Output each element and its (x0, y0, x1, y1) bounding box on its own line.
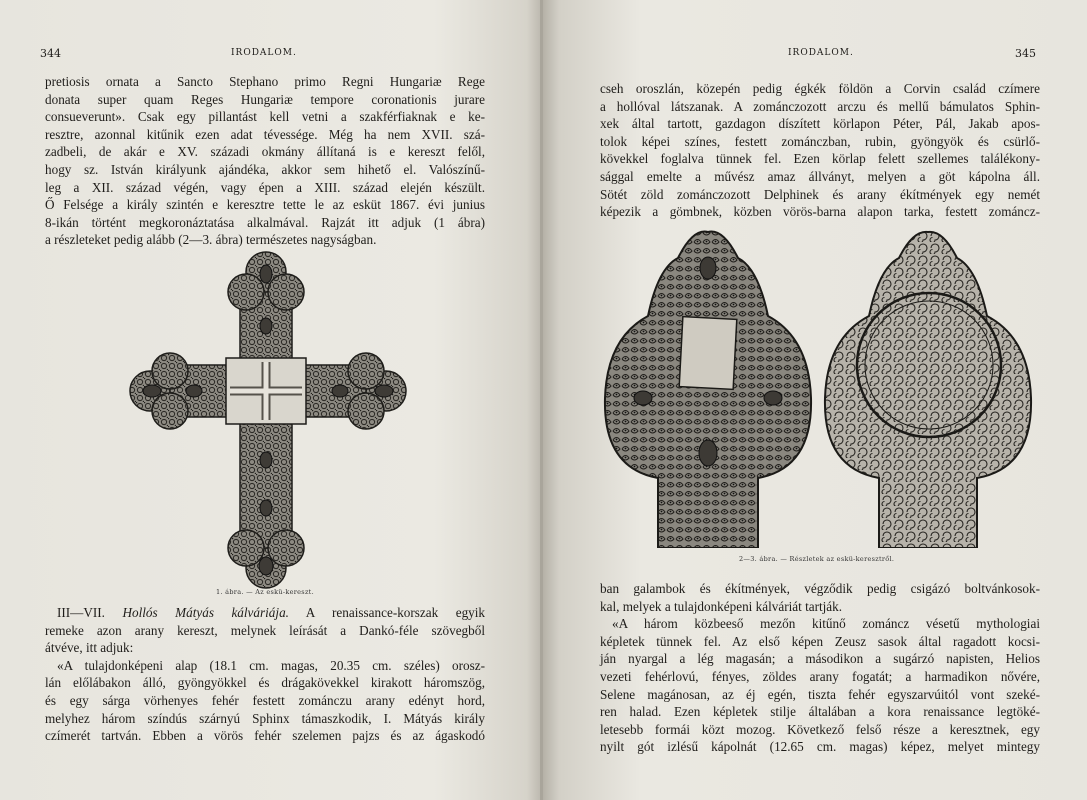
section-first-line-rest: A renaissance-korszak egyik (305, 605, 486, 620)
text-line: ren halad. Ezen képletek stilje általában a kora renaissance legtöké- (600, 704, 1040, 720)
text-line: leg a XII. század végén, vagy épen a XIII. század elején készült. (45, 179, 485, 195)
text-line: czímerét tartván. Ebben a vörös fehér szelemen pajzs és az ágaskodó (45, 728, 485, 744)
text-line: melyhez három színdús szárnyú Sphinx támaszkodik, I. Mátyás király (45, 710, 485, 726)
text-line: cseh oroszlán, közepén pedig égkék földön a Corvin család czímere (600, 81, 1040, 96)
bottom-paragraph (600, 580, 1040, 756)
text-line: ban galambok és ékítmények, végződik pedig csigázó boltvánkosok- (600, 581, 1040, 596)
text-line: remeke azon arany kereszt, melynek leírását a Dankó-féle szövegből (45, 622, 485, 638)
running-head: IRODALOM. (231, 48, 297, 58)
text-line: és egy sárga vörhenyes fehér festett zománczu arany edényt hord, (45, 692, 485, 708)
text-line: kövekkel foglalva tünnek fel. Ezen körlap felett szellemes találékony- (600, 151, 1040, 167)
left-page (0, 0, 543, 800)
text-line: pretiosis ornata a Sancto Stephano primo Regni Hungariæ Rege (45, 74, 485, 89)
top-paragraph (45, 73, 485, 249)
section-heading-line (45, 604, 485, 622)
text-line: consueverunt». Csak egy pillantást kell vetni a szakférfiaknak e ke- (45, 109, 485, 125)
section-title: Hollós Mátyás kálváriája. (122, 605, 289, 620)
text-line: donata super quam Reges Hungariæ tempore coronationis jurare (45, 91, 485, 107)
right-page (543, 0, 1087, 800)
text-line: zadbeli, de akár e XV. századi okmány állítaná is e kereszt felől, (45, 144, 485, 160)
text-line: vezeti fehérlovú, fényes, zöldes arany fogatát; a harmadikon nővére, (600, 668, 1040, 684)
page-number: 344 (40, 47, 61, 60)
detail-illustration-right (821, 230, 1035, 548)
text-line: átvéve, itt adjuk: (45, 640, 134, 656)
page-number: 345 (1015, 47, 1036, 60)
text-line: nyilt gót izlésű kápolnát (12.65 cm. magas) képez, melyet mintegy (600, 739, 1040, 755)
text-line: ján nyargal a lég magasán; a másodikon a sugárzó napisten, Helios (600, 651, 1040, 667)
text-line: kal, melyek a tulajdonképeni kálváriát tartják. (600, 598, 843, 614)
text-line: tolok képei színes, festett zománczban, rubin, gyöngyök és csürlő- (600, 133, 1040, 149)
text-line: «A három közbeeső mezőn kitűnő zománcz vésetű mythologiai (612, 616, 1040, 632)
text-line: sággal emelte a művész amaz állványt, melyen a göt kápolna áll. (600, 168, 1040, 184)
bottom-paragraph (45, 604, 485, 745)
text-line: a részleteket pedig alább (2—3. ábra) természetes nagyságban. (45, 232, 377, 248)
text-line: «A tulajdonképeni alap (18.1 cm. magas, 20.35 cm. széles) orosz- (57, 657, 485, 673)
text-line: lán előlábakon álló, gyöngyökkel és drágakövekkel kirakott háromszög, (45, 675, 485, 691)
text-line: Sötét zöld zománczozott Delphinek és arany ékítmények egy nemét (600, 186, 1040, 202)
text-line: a hollóval látszanak. A zománczozott arczu és mellű bámulatos Sphin- (600, 98, 1040, 114)
text-line: Selene magánosan, az éj egén, tiszta fehér egyszarvúitól vont szeké- (600, 686, 1040, 702)
top-paragraph (600, 80, 1040, 221)
text-line: hogy sz. István királyunk ajándéka, akkor sem hihető el. Valószínű- (45, 161, 485, 177)
section-number: III—VII. (57, 605, 105, 620)
text-line: 8-ikán történt megkoronáztatása alkalmával. Rajzát itt adjuk (1 ábra) (45, 214, 485, 230)
figure-caption: 1. ábra. — Az eskü-kereszt. (216, 588, 314, 596)
text-line: xek által tartott, gazdagon díszített körlapon Péter, Pál, Jakab apos- (600, 116, 1040, 132)
text-line: Ő Felsége a király szintén e keresztre tette le az esküt 1867. évi junius (45, 197, 485, 213)
figure-caption: 2—3. ábra. — Részletek az eskü-keresztről. (739, 555, 895, 563)
text-line: resztre, azonnal kitűnik ezen adat tévessége. Még ha nem XVII. szá- (45, 126, 485, 142)
text-line: letesebb formái közt mozog. Következő felső része a keresztnek, egy (600, 721, 1040, 737)
text-line: képezik a gömbnek, közben vörös-barna alapon tarka, festett zománcz- (600, 204, 1040, 220)
running-head: IRODALOM. (788, 48, 854, 58)
cross-illustration (128, 250, 408, 590)
text-line: képletek tünnek fel. Az első képen Zeusz sasok által ragadott kocsi- (600, 633, 1040, 649)
detail-illustration-left (603, 228, 813, 548)
